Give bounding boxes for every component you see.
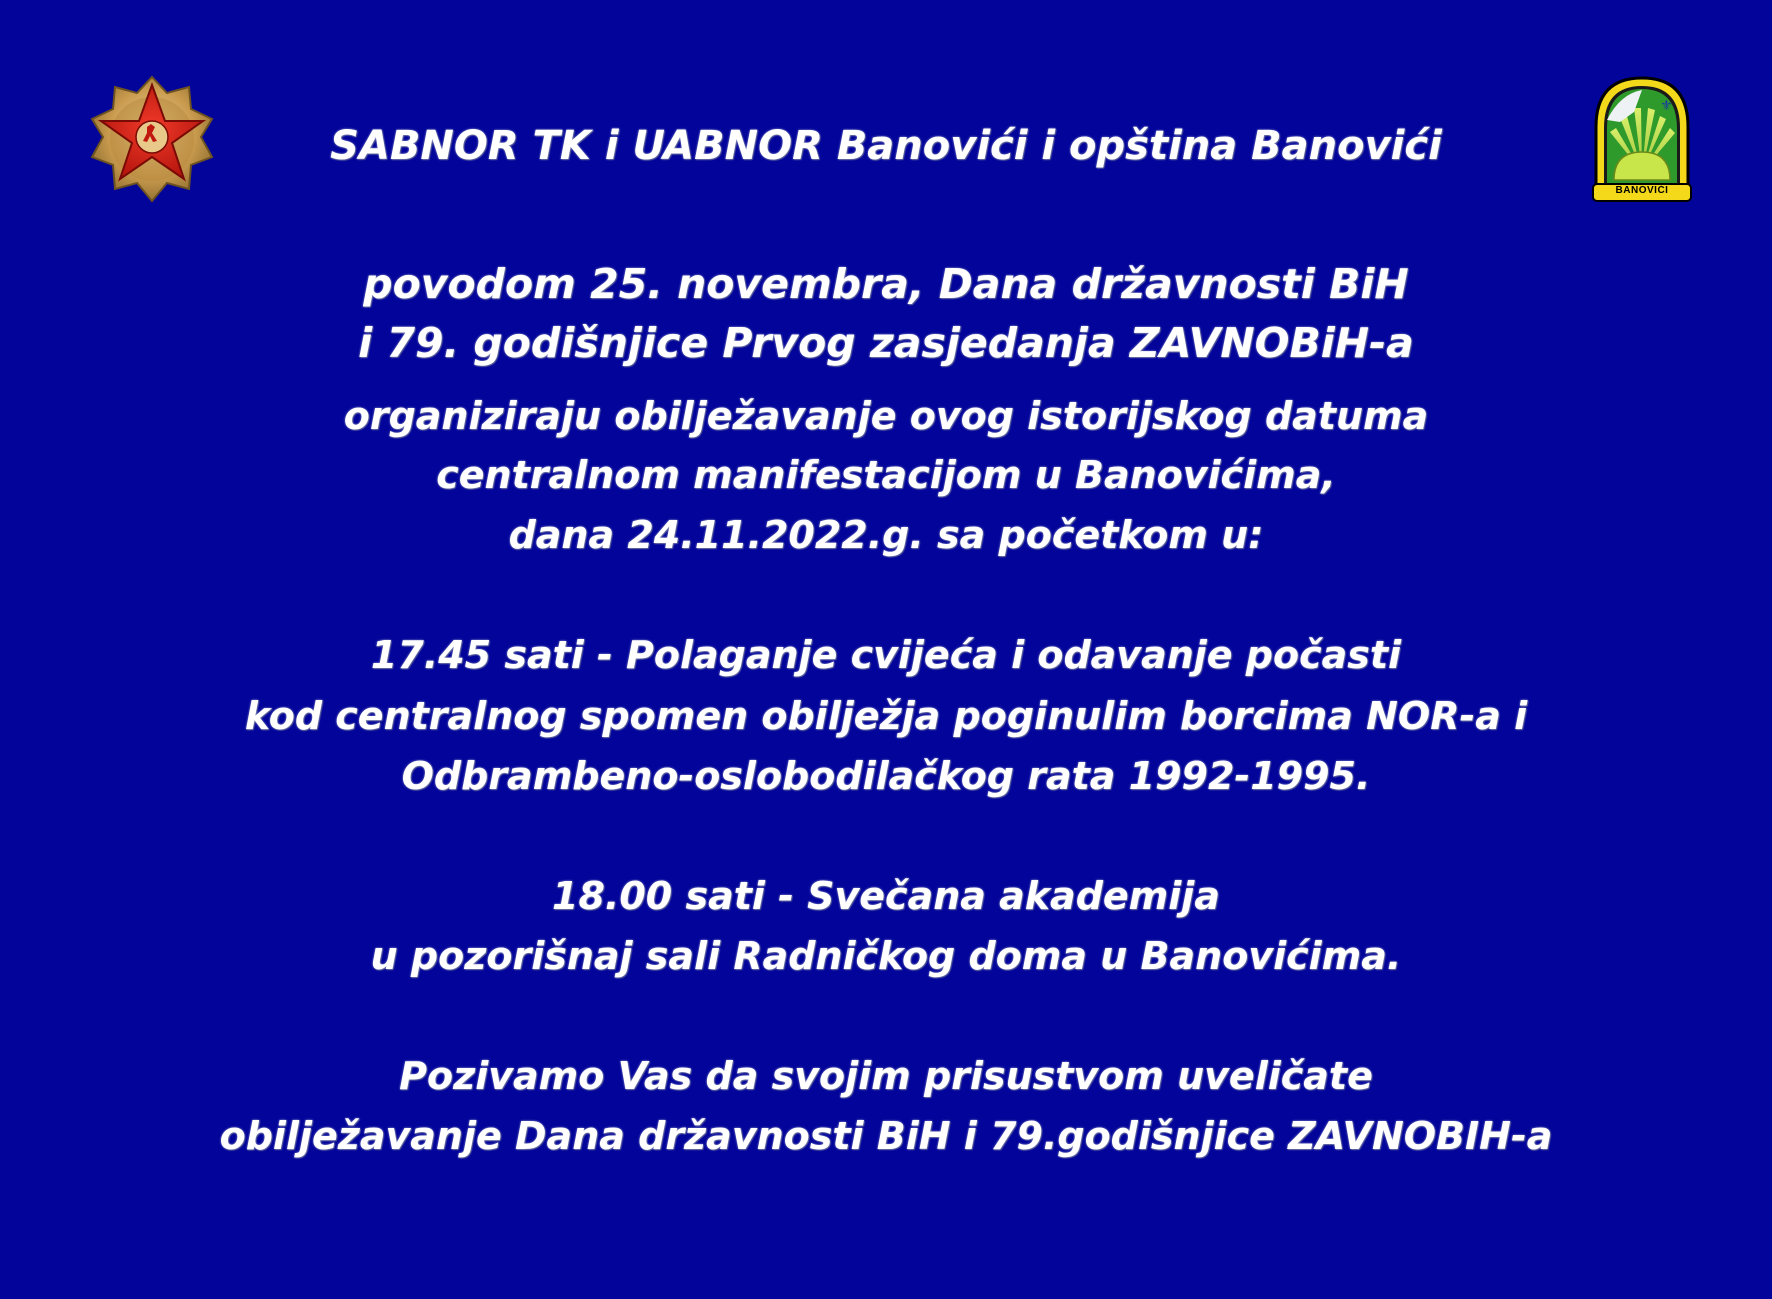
intro-line-3: organiziraju obilježavanje ovog istorijskog datuma bbox=[343, 394, 1429, 438]
invitation-line-1: Pozivamo Vas da svojim prisustvom uveličate bbox=[399, 1054, 1373, 1098]
invitation-line-2: obilježavanje Dana državnosti BiH i 79.godišnjice ZAVNOBIH-a bbox=[219, 1114, 1553, 1158]
intro-line-1: povodom 25. novembra, Dana državnosti BiH bbox=[363, 260, 1409, 308]
event1-line-2: kod centralnog spomen obilježja poginulim borcima NOR-a i bbox=[244, 694, 1528, 738]
intro-line-4: centralnom manifestacijom u Banovićima, bbox=[436, 453, 1336, 497]
event1-line-1: 17.45 sati - Polaganje cvijeća i odavanje počasti bbox=[370, 633, 1402, 677]
coat-of-arms-label: BANOVIĆI bbox=[1615, 185, 1669, 196]
svg-text:⚜: ⚜ bbox=[1660, 98, 1673, 114]
event2-line-1: 18.00 sati - Svečana akademija bbox=[552, 874, 1220, 918]
header-title: SABNOR TK i UABNOR Banovići i opština Banovići bbox=[330, 123, 1442, 169]
event1-line-3: Odbrambeno-oslobodilačkog rata 1992-1995. bbox=[401, 754, 1371, 798]
intro-line-2: i 79. godišnjice Prvog zasjedanja ZAVNOBiH-a bbox=[358, 319, 1414, 367]
intro-line-5: dana 24.11.2022.g. sa početkom u: bbox=[508, 513, 1264, 557]
event2-line-2: u pozorišnaj sali Radničkog doma u Banovićima. bbox=[370, 934, 1402, 978]
